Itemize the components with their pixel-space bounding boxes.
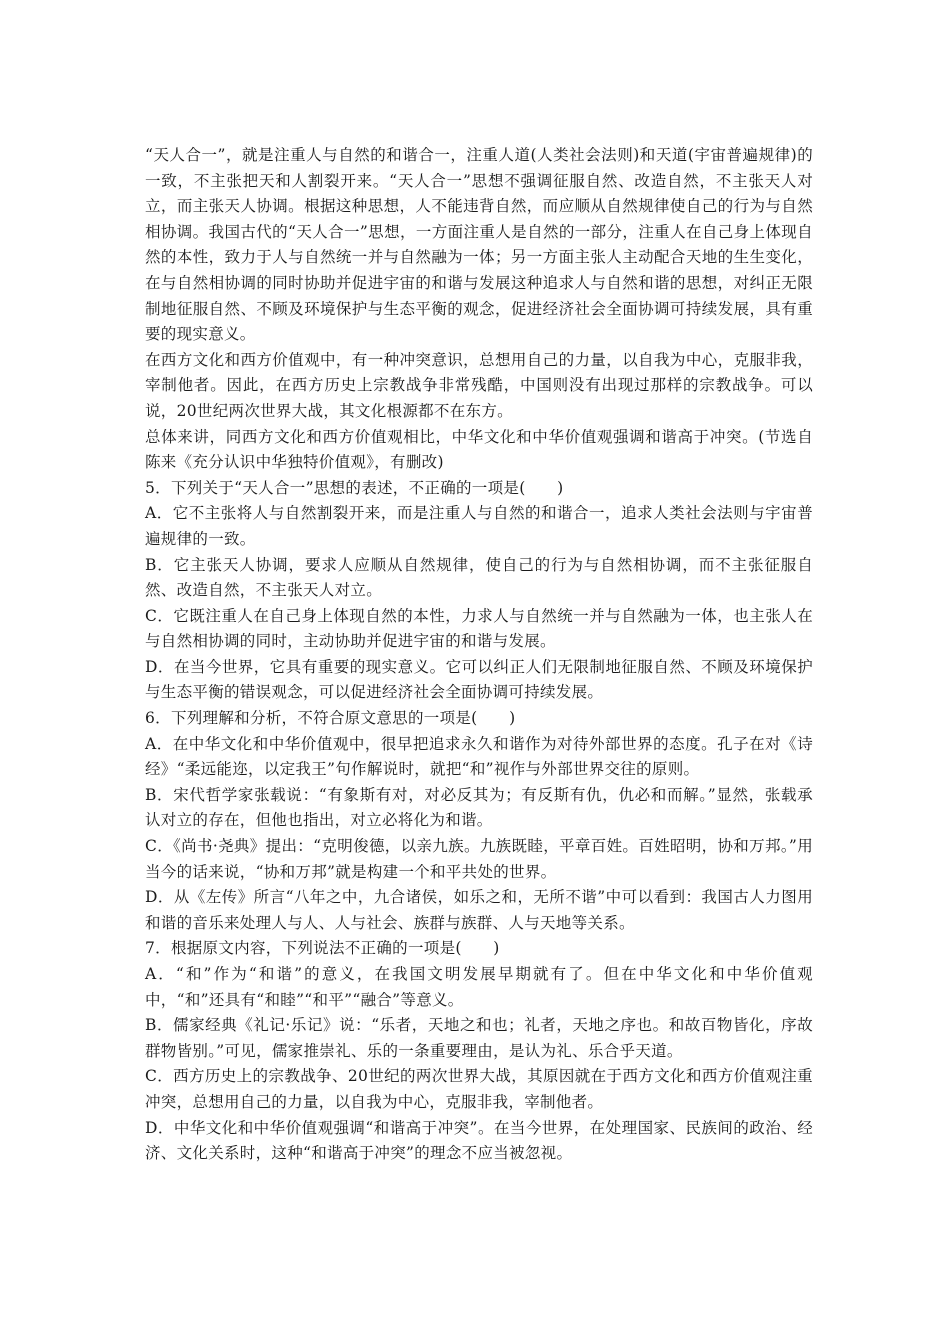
- question-5: [145, 476, 813, 706]
- option-c: C．西方历史上的宗教战争、20世纪的两次世界大战，其原因就在于西方文化和西方价值观注重冲突，总想用自己的力量，以自我为中心，克服非我，宰制他者。: [145, 1067, 813, 1111]
- option-a: A．它不主张将人与自然割裂开来，而是注重人与自然的和谐合一，追求人类社会法则与宇宙普遍规律的一致。: [145, 504, 813, 548]
- option-a: A．在中华文化和中华价值观中，很早把追求永久和谐作为对待外部世界的态度。孔子在对《诗经》“柔远能迩，以定我王”句作解说时，就把“和”视作与外部世界交往的原则。: [145, 734, 813, 779]
- option-b: B．它主张天人协调，要求人应顺从自然规律，使自己的行为与自然相协调，而不主张征服自然、改造自然，不主张天人对立。: [145, 555, 813, 600]
- question-7: [145, 936, 813, 1166]
- question-stem: 5．下列关于“天人合一”思想的表述，不正确的一项是( ): [145, 478, 564, 497]
- option-b: B．儒家经典《礼记·乐记》说：“乐者，天地之和也；礼者，天地之序也。和故百物皆化，序故群物皆别。”可见，儒家推崇礼、乐的一条重要理由，是认为礼、乐合乎天道。: [145, 1016, 813, 1060]
- passage-paragraph: 在西方文化和西方价值观中，有一种冲突意识，总想用自己的力量，以自我为中心，克服非我，宰制他者。因此，在西方历史上宗教战争非常残酷，中国则没有出现过那样的宗教战争。可以说，20世纪两次世界大战，其文化根源都不在东方。: [145, 350, 813, 420]
- option-b: B．宋代哲学家张载说：“有象斯有对，对必反其为；有反斯有仇，仇必和而解。”显然，张载承认对立的存在，但他也指出，对立必将化为和谐。: [145, 785, 813, 830]
- passage-paragraph: 总体来讲，同西方文化和西方价值观相比，中华文化和中华价值观强调和谐高于冲突。(节选自陈来《充分认识中华独特价值观》，有删改): [145, 427, 813, 472]
- option-d: D．中华文化和中华价值观强调“和谐高于冲突”。在当今世界，在处理国家、民族间的政治、经济、文化关系时，这种“和谐高于冲突”的理念不应当被忽视。: [145, 1118, 813, 1163]
- document-page: [145, 143, 813, 1167]
- passage-paragraph: “天人合一”，就是注重人与自然的和谐合一，注重人道(人类社会法则)和天道(宇宙普遍规律)的一致，不主张把天和人割裂开来。“天人合一”思想不强调征服自然、改造自然，不主张天人对立，而主张天人协调。根据这种思想，人不能违背自然，而应顺从自然规律使自己的行为与自然相协调。我国古代的“天人合一”思想，一方面注重人是自然的一部分，注重人在自己身上体现自然的本性，致力于人与自然统一并与自然融为一体；另一方面主张人主动配合天地的生生变化，在与自然相协调的同时协助并促进宇宙的和谐与发展这种追求人与自然和谐的思想，对纠正无限制地征服自然、不顾及环境保护与生态平衡的观念，促进经济社会全面协调可持续发展，具有重要的现实意义。: [145, 146, 813, 344]
- question-6: [145, 706, 813, 936]
- question-stem: 6．下列理解和分析，不符合原文意思的一项是( ): [145, 709, 516, 728]
- option-c: C．《尚书·尧典》提出：“克明俊德，以亲九族。九族既睦，平章百姓。百姓昭明，协和万邦。”用当今的话来说，“协和万邦”就是构建一个和平共处的世界。: [145, 837, 813, 881]
- option-a: A．“和”作为“和谐”的意义，在我国文明发展早期就有了。但在中华文化和中华价值观中，“和”还具有“和睦”“和平”“融合”等意义。: [145, 965, 813, 1009]
- option-c: C．它既注重人在自己身上体现自然的本性，力求人与自然统一并与自然融为一体，也主张人在与自然相协调的同时，主动协助并促进宇宙的和谐与发展。: [145, 606, 813, 651]
- option-d: D．从《左传》所言“八年之中，九合诸侯，如乐之和，无所不谐”中可以看到：我国古人力图用和谐的音乐来处理人与人、人与社会、族群与族群、人与天地等关系。: [145, 888, 813, 932]
- question-stem: 7．根据原文内容，下列说法不正确的一项是( ): [145, 939, 500, 958]
- passage: [145, 143, 813, 476]
- option-d: D．在当今世界，它具有重要的现实意义。它可以纠正人们无限制地征服自然、不顾及环境保护与生态平衡的错误观念，可以促进经济社会全面协调可持续发展。: [145, 657, 813, 702]
